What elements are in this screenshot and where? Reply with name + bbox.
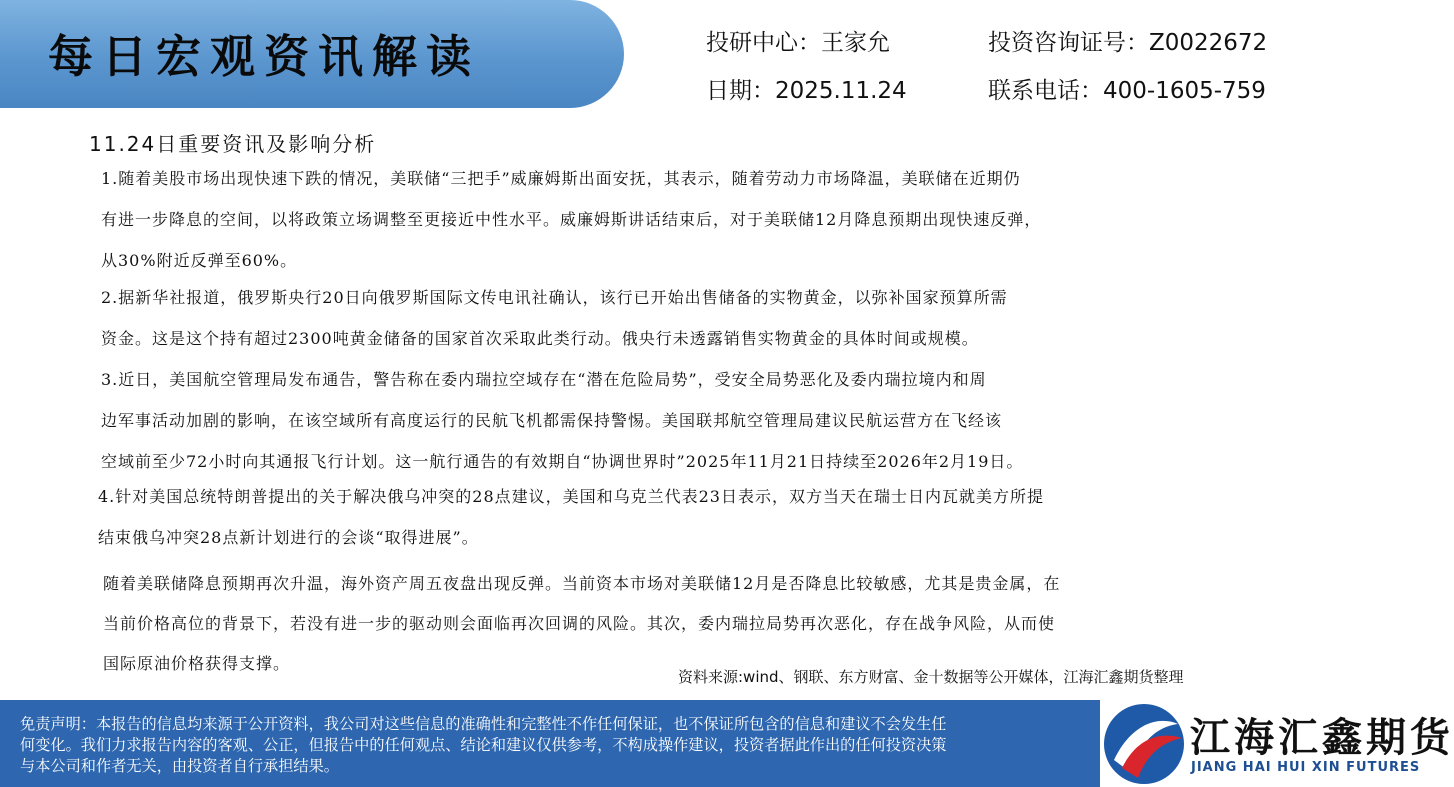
news-line: 边军事活动加剧的影响，在该空域所有高度运行的民航飞机都需保持警惕。美国联邦航空管理局建议民航运营方在飞经该 (101, 411, 1003, 430)
summary-line: 当前价格高位的背景下，若没有进一步的驱动则会面临再次回调的风险。其次，委内瑞拉局势再次恶化，存在战争风险，从而使 (103, 614, 1056, 633)
news-line: 2.据新华社报道，俄罗斯央行20日向俄罗斯国际文传电讯社确认，该行已开始出售储备的实物黄金，以弥补国家预算所需 (101, 288, 1008, 307)
news-line: 结束俄乌冲突28点新计划进行的会谈“取得进展”。 (98, 528, 479, 547)
news-item-4 (98, 476, 1044, 558)
contact-phone: 联系电话：400-1605-759 (988, 78, 1266, 104)
summary-line: 国际原油价格获得支撑。 (103, 654, 291, 673)
report-date: 日期：2025.11.24 (706, 78, 907, 104)
news-line: 空域前至少72小时向其通报飞行计划。这一航行通告的有效期自“协调世界时”2025年11月21日持续至2026年2月19日。 (101, 452, 1024, 471)
news-line: 4.针对美国总统特朗普提出的关于解决俄乌冲突的28点建议，美国和乌克兰代表23日表示，双方当天在瑞士日内瓦就美方所提 (98, 487, 1044, 506)
news-line: 3.近日，美国航空管理局发布通告，警告称在委内瑞拉空域存在“潜在危险局势”，受安全局势恶化及委内瑞拉境内和周 (101, 370, 987, 389)
company-name-en: JIANG HAI HUI XIN FUTURES (1191, 760, 1421, 775)
section-title: 11.24日重要资讯及影响分析 (89, 132, 377, 156)
license-number: 投资咨询证号：Z0022672 (988, 30, 1268, 56)
news-item-3 (101, 359, 1023, 482)
news-item-2 (101, 277, 1008, 359)
disclaimer-line: 免责声明：本报告的信息均来源于公开资料，我公司对这些信息的准确性和完整性不作任何保证，也不保证所包含的信息和建议不会发生任 (20, 715, 947, 733)
disclaimer-line: 何变化。我们力求报告内容的客观、公正，但报告中的任何观点、结论和建议仅供参考，不构成操作建议，投资者据此作出的任何投资决策 (20, 736, 947, 754)
company-name: 江海汇鑫期货 (1190, 715, 1454, 761)
company-logo-icon (1102, 702, 1186, 786)
disclaimer (0, 700, 1100, 787)
news-line: 资金。这是这个持有超过2300吨黄金储备的国家首次采取此类行动。俄央行未透露销售实物黄金的具体时间或规模。 (101, 329, 979, 348)
title-banner (0, 0, 624, 108)
news-item-1 (101, 158, 1041, 281)
news-line: 从30%附近反弹至60%。 (101, 251, 298, 270)
disclaimer-line: 与本公司和作者无关，由投资者自行承担结果。 (20, 757, 339, 775)
footer (0, 700, 1454, 787)
summary-line: 随着美联储降息预期再次升温，海外资产周五夜盘出现反弹。当前资本市场对美联储12月是否降息比较敏感，尤其是贵金属，在 (103, 574, 1061, 593)
news-line: 有进一步降息的空间，以将政策立场调整至更接近中性水平。威廉姆斯讲话结束后，对于美联储12月降息预期出现快速反弹， (101, 210, 1042, 229)
news-line: 1.随着美股市场出现快速下跌的情况，美联储“三把手”威廉姆斯出面安抚，其表示，随着劳动力市场降温，美联储在近期仍 (101, 169, 1021, 188)
analyst-info: 投研中心：王家允 (706, 30, 890, 56)
page-title: 每日宏观资讯解读 (48, 30, 481, 83)
data-source: 资料来源:wind、钢联、东方财富、金十数据等公开媒体，江海汇鑫期货整理 (678, 668, 1184, 686)
